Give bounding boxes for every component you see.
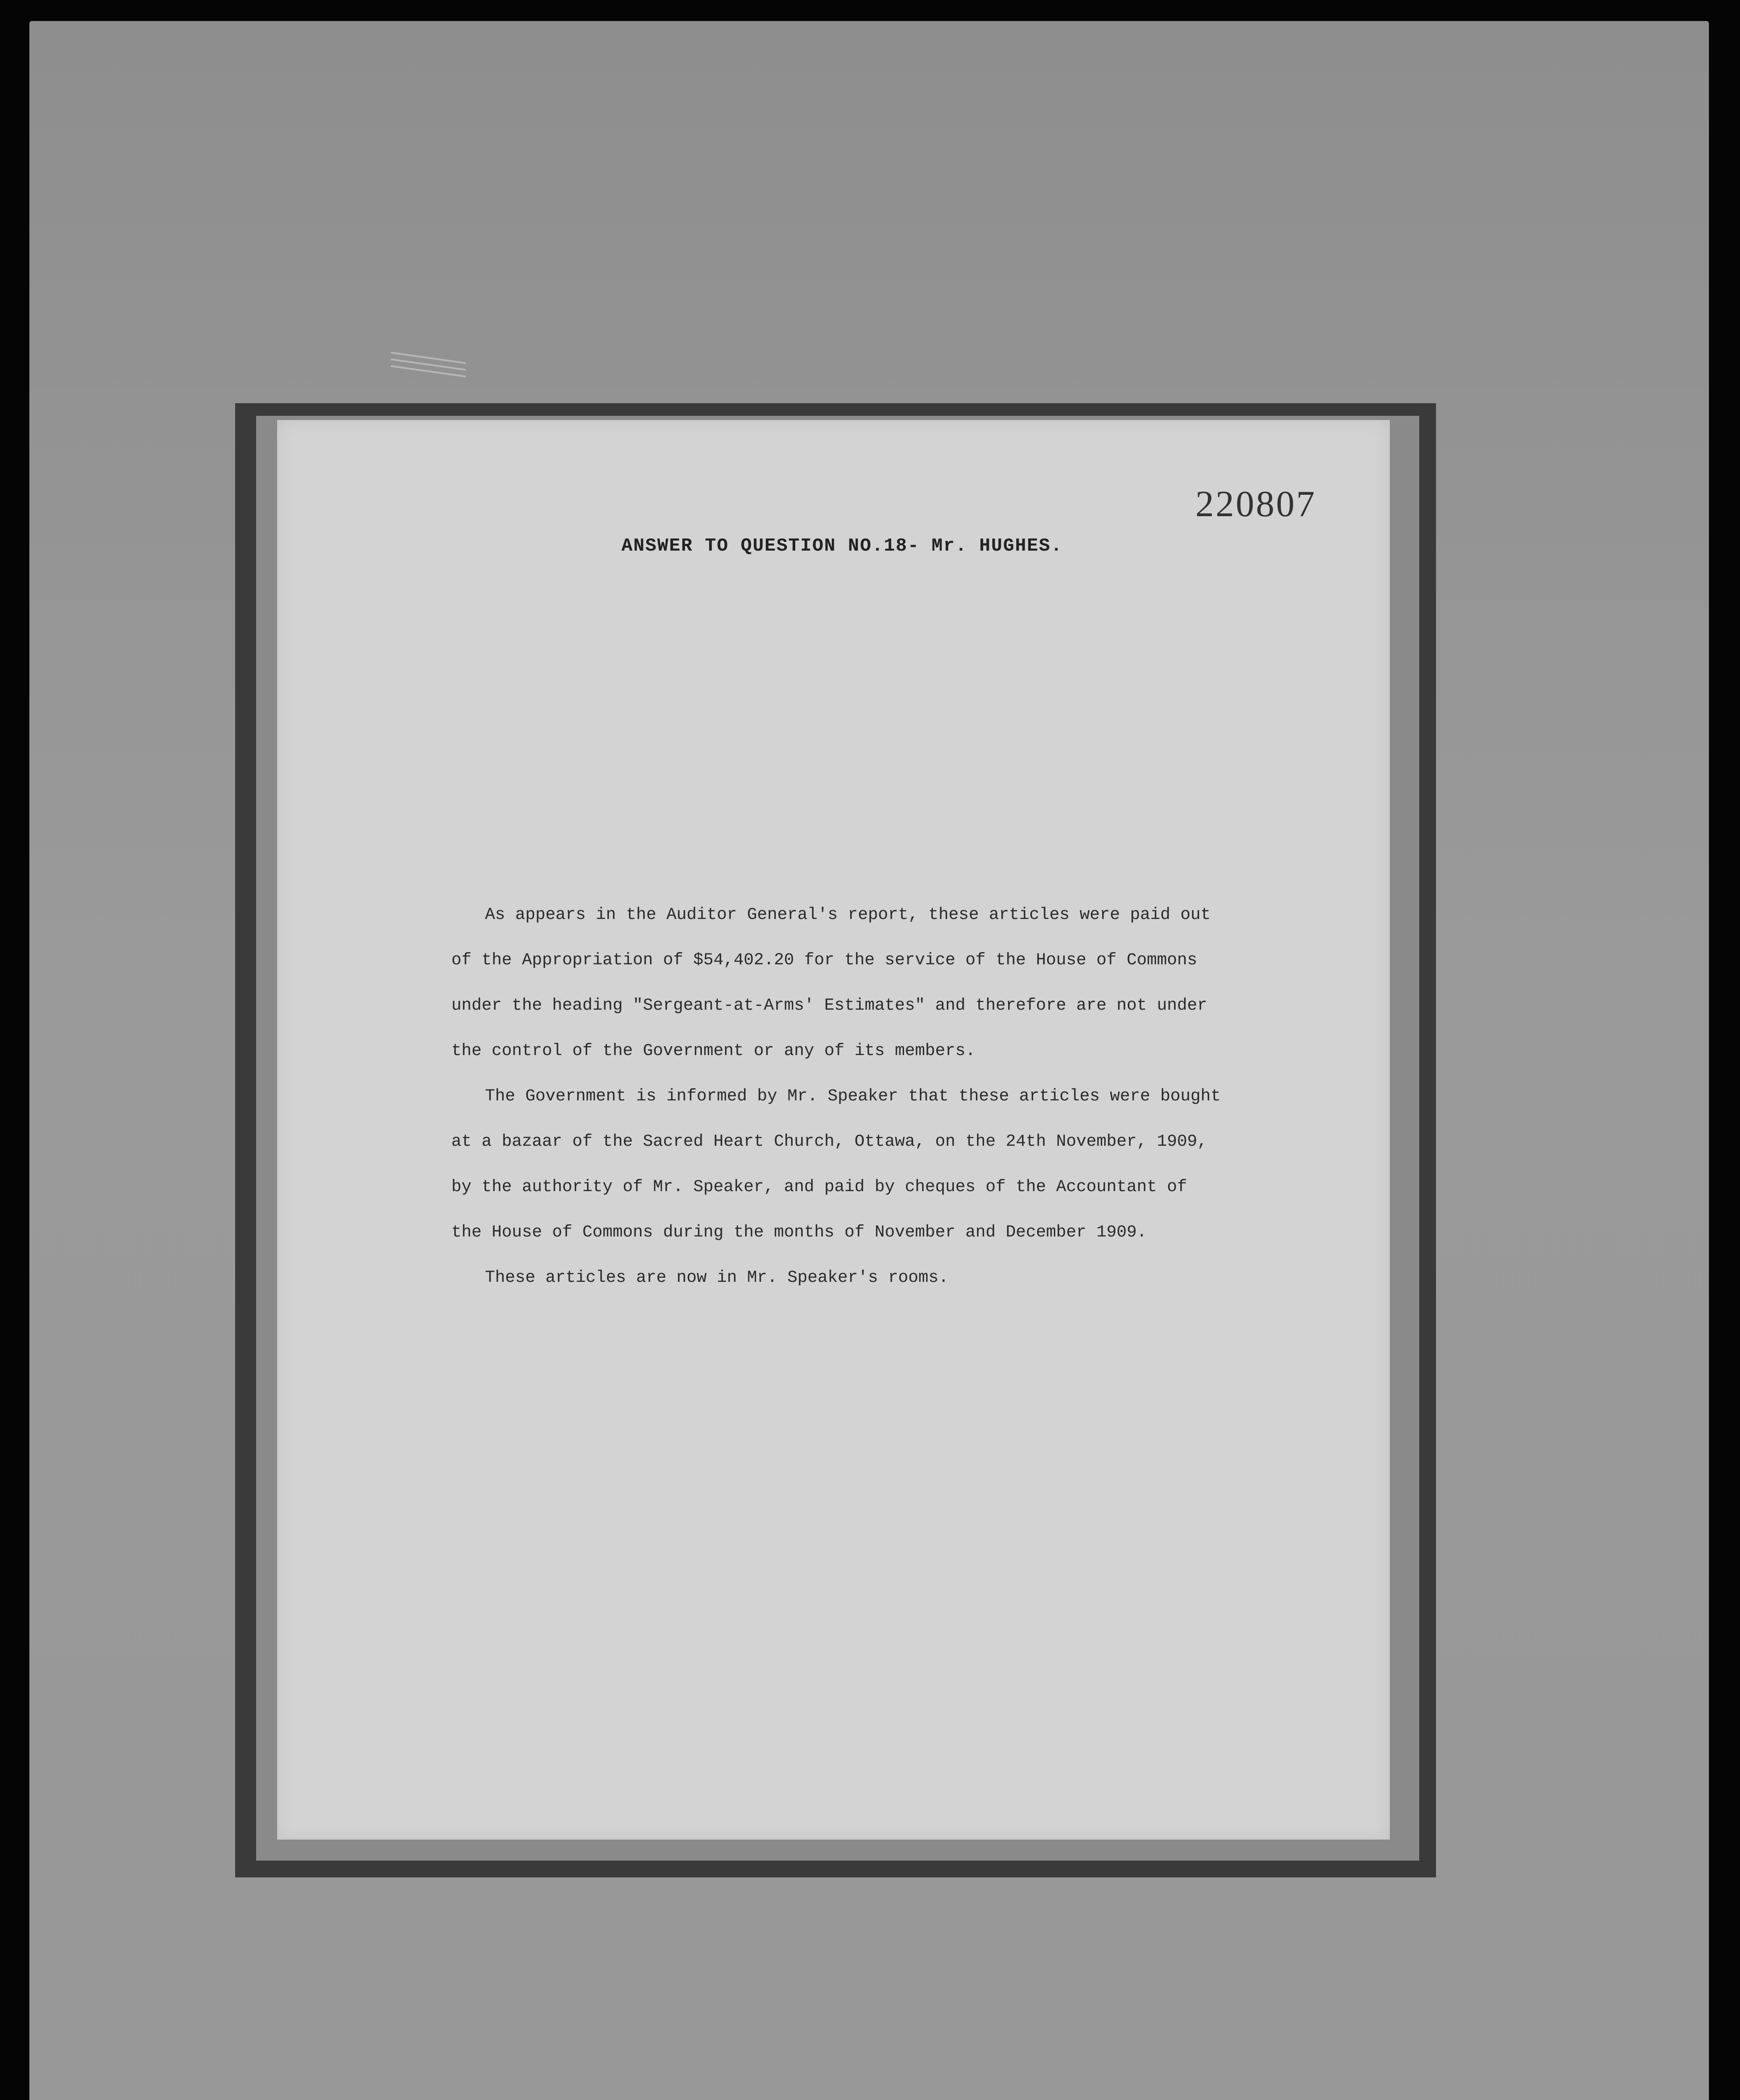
document-heading: ANSWER TO QUESTION NO.18- Mr. HUGHES. bbox=[621, 536, 1063, 556]
body-line: As appears in the Auditor General's report, these articles were paid out bbox=[485, 906, 1211, 924]
document-number: 220807 bbox=[1195, 484, 1316, 525]
body-line: the control of the Government or any of its members. bbox=[451, 1042, 976, 1060]
pencil-marks bbox=[390, 357, 474, 382]
body-line: under the heading "Sergeant-at-Arms' Estimates" and therefore are not under bbox=[451, 996, 1208, 1015]
body-line: at a bazaar of the Sacred Heart Church, Ottawa, on the 24th November, 1909, bbox=[451, 1132, 1208, 1151]
body-line: the House of Commons during the months of November and December 1909. bbox=[451, 1223, 1147, 1242]
document-body bbox=[451, 892, 1333, 1301]
body-line: These articles are now in Mr. Speaker's rooms. bbox=[485, 1268, 949, 1287]
body-line: The Government is informed by Mr. Speaker that these articles were bought bbox=[485, 1087, 1221, 1106]
body-line: by the authority of Mr. Speaker, and paid by cheques of the Accountant of bbox=[451, 1178, 1187, 1197]
typed-sheet bbox=[277, 420, 1390, 1840]
body-line: of the Appropriation of $54,402.20 for the service of the House of Commons bbox=[451, 951, 1198, 970]
